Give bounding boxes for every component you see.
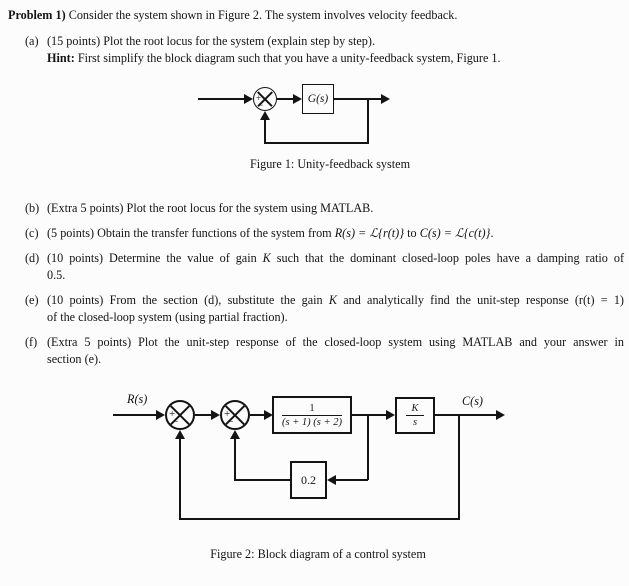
fig2-inner-pickoff-line: [367, 414, 369, 480]
fig2-sum1-input-arrowhead: [156, 410, 165, 420]
problem-item-b: [25, 200, 624, 217]
item-label: (a): [25, 34, 39, 48]
fig1-output-line: [334, 98, 381, 100]
fig2-output-label: C(s): [462, 394, 483, 408]
fig2-input-line: [113, 414, 156, 416]
problem-item-f: [25, 334, 624, 368]
fig1-summing-junction: [253, 87, 277, 111]
item-text: [47, 225, 624, 242]
item-line: section (e).: [47, 352, 102, 366]
item-label: (f): [25, 335, 38, 349]
fig2-sum2-to-plant-line: [250, 414, 265, 416]
plus-sign: +: [169, 407, 176, 420]
item-line: 0.5.: [47, 268, 66, 282]
fig1-feedback-up-line: [264, 120, 266, 144]
fig2-outer-feedback-bottom-line: [179, 518, 460, 520]
minus-sign: −: [172, 416, 179, 428]
item-text: [47, 33, 624, 67]
problem-item-c: [25, 225, 624, 242]
minus-sign: −: [227, 416, 234, 428]
feedback-gain-value: 0.2: [301, 472, 316, 487]
fig1-feedback-pickoff-line: [367, 98, 369, 144]
fig1-block-input-arrowhead: [293, 94, 302, 104]
plant-transfer-function: [282, 403, 342, 428]
problem-items-group-a: [25, 33, 624, 75]
fig2-plant-block: [272, 396, 352, 434]
controller-transfer-function: [406, 403, 423, 428]
item-label: (b): [25, 201, 40, 215]
problem-item-d: [25, 250, 624, 284]
item-text: [47, 292, 624, 326]
fig2-outer-feedback-arrowhead: [175, 430, 185, 439]
fig1-sum-to-block-line: [277, 98, 294, 100]
fig2-outer-feedback-up-line: [179, 439, 181, 520]
plus-sign: +: [256, 92, 262, 103]
fig1-feedback-bottom-line: [264, 142, 369, 144]
fig1-input-arrowhead: [244, 94, 253, 104]
item-label: (d): [25, 251, 40, 265]
plant-numerator: 1: [282, 403, 342, 416]
problem-heading: [8, 7, 618, 24]
problem-items-group-b: [25, 200, 624, 376]
fig2-inner-feedback-up-line: [234, 439, 236, 481]
fig2-input-label: R(s): [127, 392, 148, 406]
figure2-caption: Figure 2: Block diagram of a control system: [210, 547, 426, 561]
fig1-output-arrowhead: [381, 94, 390, 104]
problem-item-a: [25, 33, 624, 67]
item-line: (Extra 5 points) Plot the unit-step response of the closed-loop system using MATLAB and your answer in: [47, 335, 624, 349]
fig2-feedback-gain-block: [290, 461, 327, 499]
item-text: [47, 200, 624, 217]
fig2-sum2-input-arrowhead: [211, 410, 220, 420]
item-line: (15 points) Plot the root locus for the system (explain step by step).: [47, 34, 375, 48]
fig2-output-arrowhead: [496, 410, 505, 420]
item-line: (10 points) From the section (d), substitute the gain K and analytically find the unit-step response (r(t) = 1): [47, 293, 624, 307]
fig1-input-line: [198, 98, 244, 100]
fig1-plant-block: [302, 84, 334, 114]
controller-numerator: K: [406, 403, 423, 416]
plus-sign: +: [224, 407, 231, 420]
figure1-caption: Figure 1: Unity-feedback system: [249, 157, 411, 171]
fig2-output-line: [435, 414, 496, 416]
item-line: (Extra 5 points) Plot the root locus for the system using MATLAB.: [47, 201, 374, 215]
fig2-controller-block: [395, 397, 435, 434]
fig2-outer-pickoff-line: [458, 414, 460, 520]
problem-statement: Consider the system shown in Figure 2. The system involves velocity feedback.: [65, 8, 458, 22]
item-text: [47, 250, 624, 284]
fig2-sum1-to-sum2-line: [195, 414, 212, 416]
fig2-summing-junction-2: [220, 400, 250, 430]
item-line: of the closed-loop system (using partial fraction).: [47, 310, 288, 324]
fig1-feedback-arrowhead: [260, 111, 270, 120]
fig2-gain-input-arrowhead: [327, 475, 336, 485]
item-line: Hint: First simplify the block diagram such that you have a unity-feedback system, Figure 1.: [47, 51, 501, 65]
problem-number: Problem 1): [8, 8, 66, 22]
fig2-inner-feedback-line-right: [336, 479, 368, 481]
fig2-summing-junction-1: [165, 400, 195, 430]
fig1-plant-label: G(s): [307, 93, 329, 105]
plant-denominator: (s + 1) (s + 2): [282, 416, 342, 428]
item-text: [47, 334, 624, 368]
item-label: (c): [25, 226, 39, 240]
fig2-inner-feedback-line-left: [234, 479, 290, 481]
fig2-controller-input-arrowhead: [386, 410, 395, 420]
item-label: (e): [25, 293, 39, 307]
minus-sign: −: [258, 100, 264, 110]
fig2-plant-to-controller-line: [352, 414, 386, 416]
problem-item-e: [25, 292, 624, 326]
item-line: (10 points) Determine the value of gain K such that the dominant closed-loop poles have a damping ratio of: [47, 251, 624, 265]
fig2-inner-feedback-arrowhead: [230, 430, 240, 439]
item-line: (5 points) Obtain the transfer functions of the system from R(s) = ℒ{r(t)} to C(s) = ℒ{c(t)}.: [47, 226, 494, 240]
controller-denominator: s: [412, 417, 418, 428]
